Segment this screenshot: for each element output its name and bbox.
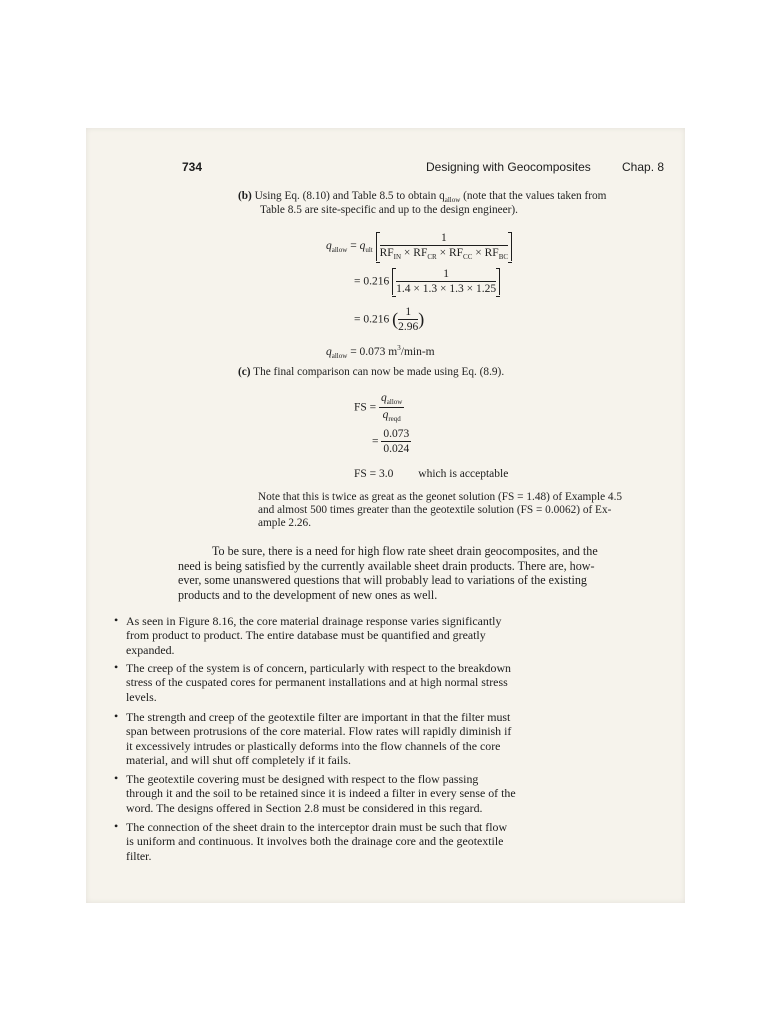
bullet-line: expanded.	[126, 642, 175, 657]
bullet-line: word. The designs offered in Section 2.8 must be considered in this regard.	[126, 800, 483, 815]
bullet-line: The connection of the sheet drain to the interceptor drain must be such that flow	[126, 820, 508, 834]
note-paragraph	[258, 491, 668, 531]
bullet-item	[126, 710, 576, 768]
part-b-label: (b)	[238, 190, 252, 202]
bullet-symbol: •	[114, 613, 119, 627]
page-number: 734	[182, 160, 203, 174]
eq2-numerator: 1	[396, 268, 496, 282]
fs-equation-2	[372, 428, 411, 455]
eq1-fraction	[380, 232, 508, 261]
eq3-fraction	[398, 306, 418, 333]
bullet-symbol: •	[114, 819, 119, 833]
eq2-fraction	[396, 268, 496, 295]
eq1-q-sub: allow	[331, 245, 348, 254]
bullet-item	[126, 772, 576, 815]
bullet-line: material, and will shut off completely if it fails.	[126, 753, 351, 768]
eq4-unit: /min-m	[400, 346, 435, 358]
eq2-prefix: = 0.216	[354, 275, 390, 288]
bullet-symbol: •	[114, 660, 119, 674]
bullet-item	[126, 661, 576, 704]
bleed-through-text	[104, 148, 107, 160]
bullet-line: filter.	[126, 848, 152, 863]
eq2-denominator: 1.4 × 1.3 × 1.3 × 1.25	[396, 283, 497, 295]
fs2-fraction	[381, 428, 411, 455]
chapter-label: Chap. 8	[622, 160, 665, 174]
bullet-symbol: •	[114, 771, 119, 785]
bullet-line: The strength and creep of the geotextile filter are important in that the filter must	[126, 710, 511, 724]
eq4-sup: 3	[397, 344, 401, 352]
part-c-sentence: The final comparison can now be made using Eq. (8.9).	[253, 366, 505, 378]
eq3-prefix: = 0.216	[354, 313, 390, 326]
bullet-symbol: •	[114, 709, 119, 723]
part-c-text	[238, 366, 504, 379]
paragraph-line-3: ever, some unanswered questions that will probably lead to variations of the existing	[178, 573, 587, 588]
part-b-line1-tail: (note that the values taken from	[460, 190, 607, 202]
fs-value: FS = 3.0	[354, 468, 394, 480]
eq3-paren-close: )	[418, 309, 425, 329]
eq3-paren-open: (	[392, 309, 399, 329]
eq4-q: q	[326, 346, 332, 358]
bullet-line: is uniform and continuous. It involves both the drainage core and the geotextile	[126, 834, 504, 849]
eq2-bracket	[392, 268, 500, 295]
equation-4	[326, 344, 435, 360]
bullet-line: The creep of the system is of concern, particularly with respect to the breakdown	[126, 661, 511, 675]
note-line-2: and almost 500 times greater than the geotextile solution (FS = 0.0062) of Ex-	[258, 504, 612, 517]
fs-fraction	[379, 392, 404, 423]
eq4-q-sub: allow	[331, 352, 348, 360]
equation-1	[326, 232, 512, 261]
fs2-equals: =	[372, 435, 379, 448]
equation-2	[354, 268, 500, 295]
bullet-line: span between protrusions of the core material. Flow rates will rapidly diminish if	[126, 724, 512, 739]
bullet-line: it excessively intrudes or plastically deforms into the flow channels of the core	[126, 738, 501, 753]
fs-result	[354, 468, 508, 480]
fs-note: which is acceptable	[418, 468, 509, 480]
fs2-denominator: 0.024	[383, 443, 410, 455]
paragraph-line-1: To be sure, there is a need for high flow rate sheet drain geocomposites, and the	[212, 544, 598, 558]
eq1-qult-sub: ult	[365, 245, 373, 254]
paragraph-line-4: products and to the development of new ones as well.	[178, 587, 438, 602]
part-c-label: (c)	[238, 366, 251, 378]
eq1-equals: =	[350, 239, 357, 252]
equation-3	[354, 306, 424, 333]
note-line-3: ample 2.26.	[258, 517, 312, 530]
eq3-numerator: 1	[398, 306, 418, 320]
fs-lhs: FS =	[354, 401, 377, 414]
bullet-line: The geotextile covering must be designed with respect to the flow passing	[126, 772, 479, 786]
fs-numerator: $q_{allow}$	[381, 392, 403, 406]
bullet-line: from product to product. The entire database must be quantified and greatly	[126, 628, 486, 643]
eq1-denominator: $RF_{IN} \times RF_{CR} \times RF_{CC} \times RF_{BC}$	[379, 247, 509, 261]
eq1-qult: q	[359, 239, 366, 252]
fs2-numerator: 0.073	[383, 428, 410, 440]
bullet-line: stress of the cuspated cores for permanent installations and at high normal stress	[126, 675, 508, 690]
bullet-item	[126, 614, 576, 657]
note-line-1: Note that this is twice as great as the geonet solution (FS = 1.48) of Example 4.5	[258, 491, 623, 503]
bullet-item	[126, 820, 576, 863]
paragraph-line-2: need is being satisfied by the currently available sheet drain products. There are, how-	[178, 558, 595, 573]
eq1-q: q	[326, 239, 332, 252]
bullet-line: levels.	[126, 689, 157, 704]
q-allow-sub: allow	[444, 196, 461, 204]
running-title: Designing with Geocomposites	[426, 160, 591, 174]
fs-denominator: $q_{reqd}$	[382, 409, 401, 423]
part-b-line2: Table 8.5 are site-specific and up to the design engineer).	[260, 204, 518, 216]
eq4-rhs: = 0.073 m	[350, 346, 398, 358]
eq1-bracket	[376, 232, 512, 261]
fs-equation-1	[354, 392, 404, 423]
bullet-line: As seen in Figure 8.16, the core material drainage response varies significantly	[126, 614, 502, 628]
eq3-denominator: 2.96	[398, 321, 419, 333]
part-b-line1: Using Eq. (8.10) and Table 8.5 to obtain q	[254, 190, 445, 202]
eq1-numerator: 1	[380, 232, 508, 246]
bullet-line: through it and the soil to be retained since it is indeed a filter in every sense of the	[126, 786, 516, 801]
body-paragraph	[178, 544, 668, 602]
